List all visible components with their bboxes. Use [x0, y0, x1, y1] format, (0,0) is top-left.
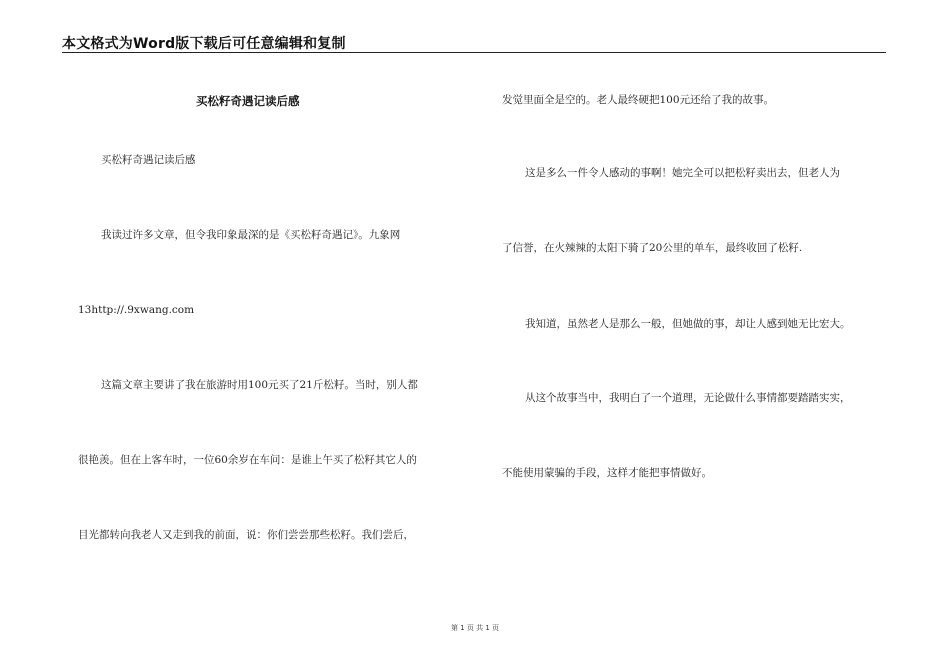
- left-paragraph-line: 13http://.9xwang.com: [78, 304, 195, 316]
- right-paragraph-line: 了信誉，在火辣辣的太阳下骑了20公里的单车，最终收回了松籽.: [502, 242, 803, 254]
- left-paragraph-line: 这篇文章主要讲了我在旅游时用100元买了21斤松籽。当时，别人都: [101, 379, 418, 391]
- left-paragraph-line: 很艳羡。但在上客车时，一位60余岁在车问：是谁上午买了松籽其它人的: [78, 454, 417, 466]
- left-paragraph-line: 买松籽奇遇记读后感: [101, 154, 196, 166]
- right-paragraph-line: 我知道，虽然老人是那么一般，但她做的事，却让人感到她无比宏大。: [525, 318, 851, 330]
- document-title: 买松籽奇遇记读后感: [196, 94, 300, 108]
- right-paragraph-line: 这是多么一件令人感动的事啊！她完全可以把松籽卖出去，但老人为: [525, 167, 840, 179]
- right-paragraph-line: 从这个故事当中，我明白了一个道理，无论做什么事情都要踏踏实实，: [525, 392, 851, 404]
- page-footer: 第 1 页 共 1 页: [450, 624, 500, 632]
- left-paragraph-line: 我读过许多文章，但令我印象最深的是《买松籽奇遇记》。九象网: [101, 229, 401, 241]
- right-paragraph-line: 不能使用蒙骗的手段，这样才能把事情做好。: [502, 467, 712, 479]
- right-paragraph-line: 发觉里面全是空的。老人最终硬把100元还给了我的故事。: [502, 94, 775, 106]
- header-rule: [62, 52, 886, 53]
- left-paragraph-line: 目光都转向我老人又走到我的前面，说：你们尝尝那些松籽。我们尝后，: [78, 529, 414, 541]
- header-title: 本文格式为Word版下载后可任意编辑和复制: [62, 36, 346, 52]
